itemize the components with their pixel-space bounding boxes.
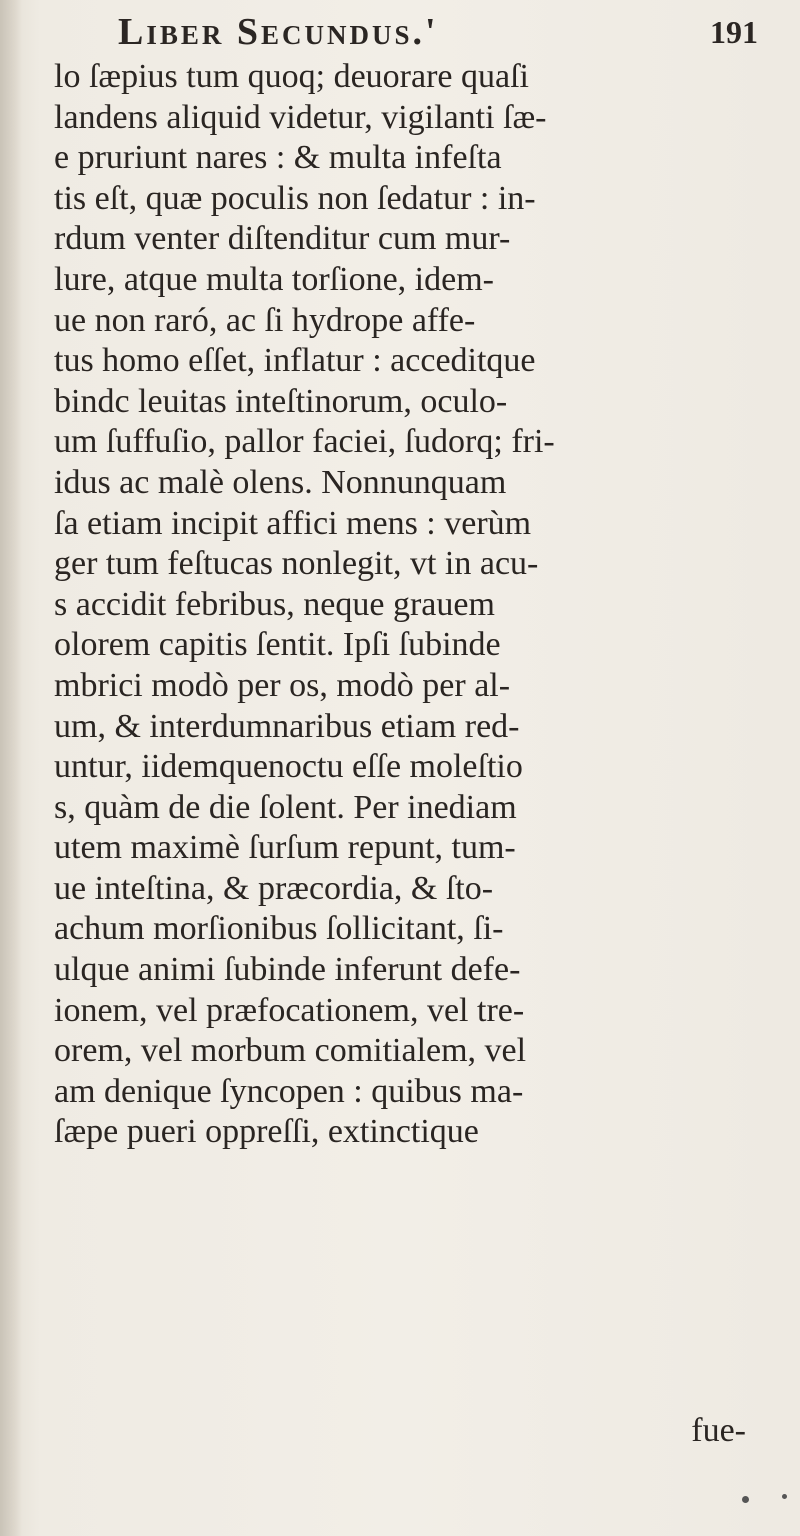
text-line: ionem, vel præfocationem, vel tre- [54,991,525,1029]
text-line: untur, iidemquenoctu eſſe moleſtio [54,748,523,786]
text-line: mbrici modò per os, modò per al- [54,666,511,704]
text-line: tis eſt, quæ poculis non ſedatur : in- [54,179,536,217]
text-line: ue inteſtina, & præcordia, & ſto- [54,869,494,907]
page-number: 191 [710,14,758,50]
text-line: olorem capitis ſentit. Ipſi ſubinde [54,626,501,664]
text-line: bindc leuitas inteſtinorum, oculo- [54,382,508,420]
text-line: achum morſionibus ſollicitant, ſi- [54,910,504,948]
text-line: ſa etiam incipit affici mens : verùm [54,504,532,542]
text-line: e pruriunt nares : & multa infeſta [54,139,502,177]
text-line: idus ac malè olens. Nonnunquam [54,463,507,501]
body-text [54,57,794,1153]
page-gutter [0,0,22,1536]
text-line: orem, vel morbum comitialem, vel [54,1032,527,1070]
text-line: tus homo eſſet, inflatur : acceditque [54,342,536,380]
text-line: um ſuffuſio, pallor faciei, ſudorq; fri- [54,423,555,461]
running-head: Liber Secundus.' [118,11,439,53]
text-line: landens aliquid videtur, vigilanti ſæ- [54,98,547,136]
text-line: ue non raró, ac ſi hydrope affe- [54,301,476,339]
catchword: fue- [691,1412,746,1449]
text-line: ulque animi ſubinde inferunt defe- [54,951,521,989]
ink-speck [742,1496,749,1503]
text-line: lo ſæpius tum quoq; deuorare quaſi [54,58,529,95]
page-header [118,10,758,64]
text-line: rdum venter diſtenditur cum mur- [54,220,511,258]
text-line: am denique ſyncopen : quibus ma- [54,1072,524,1110]
text-line: um, & interdumnaribus etiam red- [54,707,520,745]
text-line: ger tum feſtucas nonlegit, vt in acu- [54,545,539,583]
text-line: s accidit febribus, neque grauem [54,585,495,623]
text-line: utem maximè ſurſum repunt, tum- [54,829,516,867]
text-line: s, quàm de die ſolent. Per inediam [54,788,517,826]
text-line: ſæpe pueri oppreſſi, extinctique [54,1113,479,1151]
text-line: lure, atque multa torſione, idem- [54,260,494,298]
ink-speck [782,1494,787,1499]
